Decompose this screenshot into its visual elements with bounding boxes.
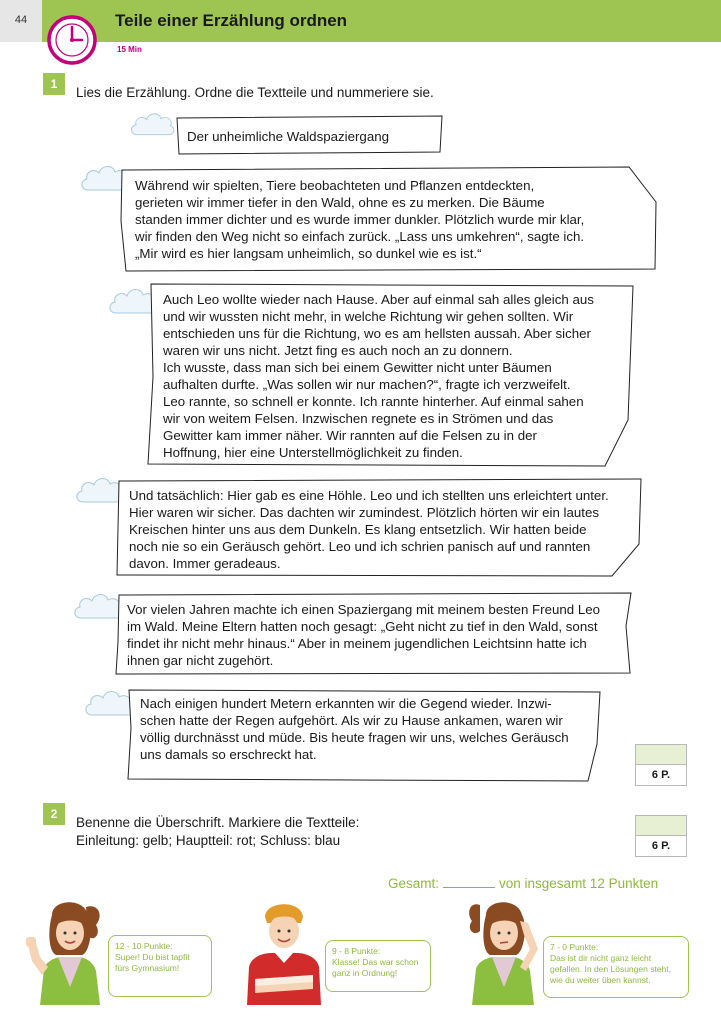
page-number-box xyxy=(0,0,42,42)
paragraph-box-4 xyxy=(114,592,633,676)
text-line: Und tatsächlich: Hier gab es eine Höhle. Leo und ich stellten uns erleichtert unter. xyxy=(129,488,609,503)
score-box-task2 xyxy=(635,815,687,857)
score-input-task1[interactable] xyxy=(636,745,686,765)
text-line: Vor vielen Jahren machte ich einen Spaziergang mit meinem besten Freund Leo xyxy=(127,602,601,617)
paragraph-box-1 xyxy=(120,166,658,272)
score-box-task1 xyxy=(635,744,687,786)
paragraph-box-5 xyxy=(126,688,603,783)
task-number-2: 2 xyxy=(43,803,65,825)
text-line: ihnen gar nicht zugehört. xyxy=(127,653,274,668)
text-line: entschieden uns für die Richtung, wo es am hellsten aussah. Aber sicher xyxy=(163,326,591,341)
text-line: findet ihr nicht mehr hinaus.“ Aber in meinem jugendlichen Leichtsinn hatte ich xyxy=(127,636,587,651)
task2-instruction-line: Benenne die Überschrift. Markiere die Textteile: xyxy=(76,815,360,830)
task2-instruction xyxy=(76,814,359,850)
header-band xyxy=(0,0,721,42)
text-line: Nach einigen hundert Metern erkannten wir die Gegend wieder. Inzwi- xyxy=(140,696,552,711)
clock-icon xyxy=(46,14,98,66)
text-line: völlig durchnässt und müde. Bis heute fragen wir uns, welches Geräusch xyxy=(140,730,569,745)
feedback-range: 7 - 0 Punkte: xyxy=(550,942,599,952)
text-line: Hoffnung, hier eine Unterstellmöglichkeit zu finden. xyxy=(163,445,463,460)
paragraph-box-3 xyxy=(116,478,643,578)
girl-thinking-illustration xyxy=(458,893,546,1005)
feedback-bubble-3 xyxy=(543,936,689,998)
boy-arms-crossed-illustration xyxy=(241,895,327,1005)
page-number: 44 xyxy=(14,14,28,26)
text-line: Gewitter kam immer näher. Wir rannten auf die Felsen zu in der xyxy=(163,428,537,443)
feedback-bubble-1 xyxy=(108,935,212,997)
feedback-line: Klasse! Das war schon xyxy=(332,957,419,967)
feedback-line: gefallen. In den Lösungen steht, xyxy=(550,964,671,974)
feedback-line: wie du weiter üben kannst. xyxy=(550,975,651,985)
points-label: 6 P. xyxy=(636,836,686,856)
text-line: davon. Immer geradeaus. xyxy=(129,556,281,571)
text-line: Ich wusste, dass man sich bei einem Gewitter nicht unter Bäumen xyxy=(163,360,552,375)
text-line: noch nie so ein Geräusch gehört. Leo und ich schrien panisch auf und rannten xyxy=(129,539,591,554)
feedback-bubble-2 xyxy=(325,940,431,992)
girl-thumbs-up-illustration xyxy=(22,895,114,1005)
score-input-task2[interactable] xyxy=(636,816,686,836)
feedback-line: ganz in Ordnung! xyxy=(332,968,398,978)
feedback-line: fürs Gymnasium! xyxy=(115,963,180,973)
text-line: Während wir spielten, Tiere beobachteten und Pflanzen entdeckten, xyxy=(135,178,535,193)
text-line: Kreischen hinter uns aus dem Dunkeln. Es klang entsetzlich. Wir hatten beide xyxy=(129,522,587,537)
time-label: 15 Min xyxy=(117,45,142,54)
page-title: Teile einer Erzählung ordnen xyxy=(115,11,348,30)
feedback-range: 12 - 10 Punkte: xyxy=(115,941,173,951)
story-title: Der unheimliche Waldspaziergang xyxy=(187,129,390,144)
feedback-line: Super! Du bist tapfit xyxy=(115,952,190,962)
text-line: schen hatte der Regen aufgehört. Als wir zu Hause ankamen, waren wir xyxy=(140,713,563,728)
task1-instruction: Lies die Erzählung. Ordne die Textteile und nummeriere sie. xyxy=(76,85,434,100)
text-line: wir finden den Weg nicht so einfach zurück. „Lass uns umkehren“, sagte ich. xyxy=(135,229,585,244)
text-line: Auch Leo wollte wieder nach Hause. Aber auf einmal sah alles gleich aus xyxy=(163,292,594,307)
total-input-line[interactable] xyxy=(443,887,495,888)
text-line: gerieten wir immer tiefer in den Wald, ohne es zu merken. Die Bäume xyxy=(135,195,545,210)
text-line: waren wir uns nicht. Jetzt fing es auch noch an zu donnern. xyxy=(163,343,513,358)
total-suffix: von insgesamt 12 Punkten xyxy=(499,876,659,891)
task2-instruction-line: Einleitung: gelb; Hauptteil: rot; Schluss: blau xyxy=(76,833,341,848)
points-label: 6 P. xyxy=(636,765,686,785)
text-line: Hier waren wir sicher. Das dachten wir zumindest. Plötzlich hörten wir ein lautes xyxy=(129,505,600,520)
feedback-range: 9 - 8 Punkte: xyxy=(332,946,381,956)
total-label: Gesamt: xyxy=(388,876,440,891)
text-line: Leo rannte, so schnell er konnte. Ich rannte hinterher. Auf einmal sahen xyxy=(163,394,584,409)
feedback-line: Das ist dir nicht ganz leicht xyxy=(550,953,652,963)
paragraph-box-2 xyxy=(147,282,636,469)
text-line: im Wald. Meine Eltern hatten noch gesagt: „Geht nicht zu tief in den Wald, sonst xyxy=(127,619,598,634)
text-line: uns damals so erschreckt hat. xyxy=(140,747,317,762)
total-score xyxy=(388,876,658,891)
story-title-box xyxy=(176,115,443,155)
cloud-number-field[interactable] xyxy=(128,108,176,140)
text-line: wir von weitem Felsen. Inzwischen regnete es in Strömen und das xyxy=(163,411,554,426)
task-number-1: 1 xyxy=(43,73,65,95)
text-line: „Mir wird es hier langsam unheimlich, so dunkel wie es ist.“ xyxy=(135,246,482,261)
text-line: aufhalten durfte. „Was sollen wir nur machen?“, fragte ich verzweifelt. xyxy=(163,377,571,392)
text-line: und wir wussten nicht mehr, in welche Richtung wir gehen sollten. Wir xyxy=(163,309,574,324)
text-line: standen immer dichter und es wurde immer dunkler. Plötzlich wurde mir klar, xyxy=(135,212,585,227)
